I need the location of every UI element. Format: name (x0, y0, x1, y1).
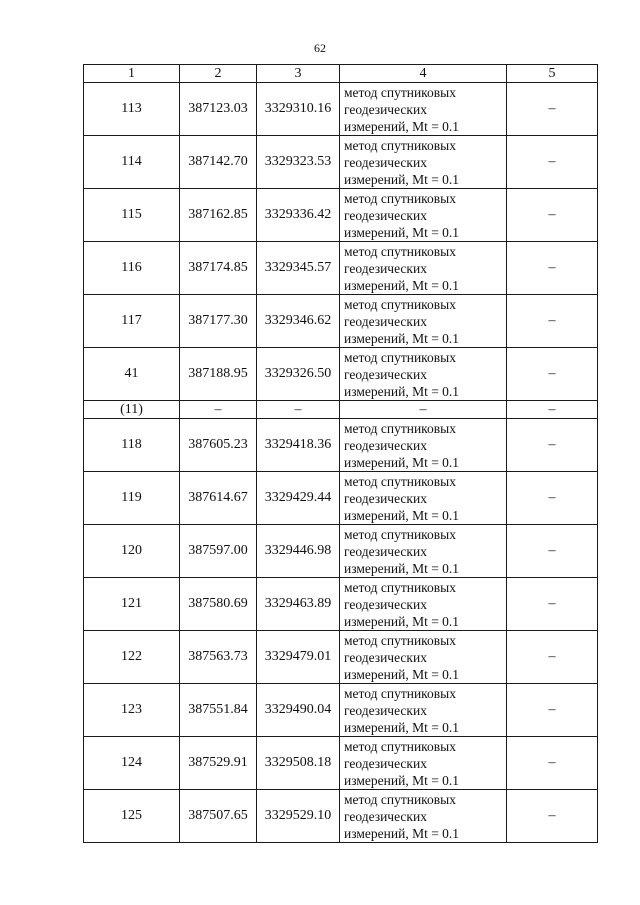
column-5-cell: – (507, 525, 598, 578)
table-row (84, 83, 598, 136)
method-line: геодезических (344, 808, 427, 824)
method-line: геодезических (344, 755, 427, 771)
method-cell (340, 189, 507, 242)
y-coordinate-cell: 3329336.42 (257, 189, 340, 242)
x-coordinate-cell: 387177.30 (180, 295, 257, 348)
y-coordinate-cell: 3329508.18 (257, 737, 340, 790)
y-coordinate-cell: 3329479.01 (257, 631, 340, 684)
method-line: измерений, Mt = 0.1 (344, 507, 460, 523)
x-coordinate-cell: 387563.73 (180, 631, 257, 684)
method-line: измерений, Mt = 0.1 (344, 383, 460, 399)
y-coordinate-cell: 3329418.36 (257, 419, 340, 472)
column-header: 2 (180, 65, 257, 83)
column-5-cell: – (507, 684, 598, 737)
method-line: измерений, Mt = 0.1 (344, 560, 460, 576)
table-row (84, 242, 598, 295)
y-coordinate-cell: 3329429.44 (257, 472, 340, 525)
column-5-cell: – (507, 189, 598, 242)
y-coordinate-cell: 3329345.57 (257, 242, 340, 295)
method-line: геодезических (344, 649, 427, 665)
method-cell (340, 472, 507, 525)
table-row (84, 525, 598, 578)
method-line: геодезических (344, 543, 427, 559)
method-line: геодезических (344, 437, 427, 453)
point-number-cell: 116 (84, 242, 180, 295)
point-number-cell: 121 (84, 578, 180, 631)
y-coordinate-cell: 3329323.53 (257, 136, 340, 189)
method-line: геодезических (344, 101, 427, 117)
y-coordinate-cell: 3329490.04 (257, 684, 340, 737)
column-header: 5 (507, 65, 598, 83)
point-number-cell: 117 (84, 295, 180, 348)
column-5-cell: – (507, 472, 598, 525)
column-5-cell: – (507, 631, 598, 684)
x-coordinate-cell: 387614.67 (180, 472, 257, 525)
method-line: геодезических (344, 313, 427, 329)
table-row (84, 790, 598, 843)
point-number-cell: 114 (84, 136, 180, 189)
x-coordinate-cell: 387162.85 (180, 189, 257, 242)
point-number-cell: 115 (84, 189, 180, 242)
method-cell (340, 419, 507, 472)
x-coordinate-cell: 387174.85 (180, 242, 257, 295)
column-header: 4 (340, 65, 507, 83)
column-5-cell: – (507, 242, 598, 295)
point-number-cell: 113 (84, 83, 180, 136)
method-cell (340, 525, 507, 578)
column-5-cell: – (507, 419, 598, 472)
method-line: – (419, 402, 427, 417)
column-header: 3 (257, 65, 340, 83)
page-number: 62 (314, 41, 326, 55)
method-line: метод спутниковых (344, 296, 456, 312)
method-line: метод спутниковых (344, 632, 456, 648)
method-line: измерений, Mt = 0.1 (344, 772, 460, 788)
column-5-cell: – (507, 136, 598, 189)
method-cell (340, 790, 507, 843)
table-row (84, 472, 598, 525)
x-coordinate-cell: 387123.03 (180, 83, 257, 136)
table-header-row (84, 65, 598, 83)
method-line: метод спутниковых (344, 791, 456, 807)
column-5-cell: – (507, 401, 598, 419)
method-cell (340, 401, 507, 419)
method-line: измерений, Mt = 0.1 (344, 666, 460, 682)
y-coordinate-cell: 3329346.62 (257, 295, 340, 348)
method-line: метод спутниковых (344, 190, 456, 206)
method-line: измерений, Mt = 0.1 (344, 613, 460, 629)
x-coordinate-cell: 387605.23 (180, 419, 257, 472)
y-coordinate-cell: – (257, 401, 340, 419)
table-body (84, 65, 598, 843)
method-line: метод спутниковых (344, 579, 456, 595)
y-coordinate-cell: 3329529.10 (257, 790, 340, 843)
method-line: метод спутниковых (344, 473, 456, 489)
method-line: измерений, Mt = 0.1 (344, 719, 460, 735)
method-line: измерений, Mt = 0.1 (344, 224, 460, 240)
x-coordinate-cell: 387597.00 (180, 525, 257, 578)
method-line: измерений, Mt = 0.1 (344, 118, 460, 134)
method-line: геодезических (344, 596, 427, 612)
table-row (84, 295, 598, 348)
x-coordinate-cell: – (180, 401, 257, 419)
table-row (84, 737, 598, 790)
method-line: метод спутниковых (344, 685, 456, 701)
method-cell (340, 136, 507, 189)
table-row (84, 578, 598, 631)
column-5-cell: – (507, 578, 598, 631)
x-coordinate-cell: 387551.84 (180, 684, 257, 737)
point-number-cell: 124 (84, 737, 180, 790)
column-header: 1 (84, 65, 180, 83)
x-coordinate-cell: 387507.65 (180, 790, 257, 843)
method-line: измерений, Mt = 0.1 (344, 825, 460, 841)
method-cell (340, 631, 507, 684)
separator-row (84, 401, 598, 419)
point-number-cell: 122 (84, 631, 180, 684)
table-row (84, 348, 598, 401)
point-number-cell: 125 (84, 790, 180, 843)
point-number-cell: 41 (84, 348, 180, 401)
point-number-cell: 123 (84, 684, 180, 737)
point-number-cell: (11) (84, 401, 180, 419)
method-line: геодезических (344, 207, 427, 223)
method-cell (340, 295, 507, 348)
y-coordinate-cell: 3329326.50 (257, 348, 340, 401)
method-line: метод спутниковых (344, 349, 456, 365)
x-coordinate-cell: 387580.69 (180, 578, 257, 631)
column-5-cell: – (507, 737, 598, 790)
method-line: геодезических (344, 702, 427, 718)
method-line: измерений, Mt = 0.1 (344, 277, 460, 293)
column-5-cell: – (507, 790, 598, 843)
method-line: метод спутниковых (344, 137, 456, 153)
point-number-cell: 119 (84, 472, 180, 525)
table-row (84, 189, 598, 242)
method-cell (340, 737, 507, 790)
y-coordinate-cell: 3329310.16 (257, 83, 340, 136)
method-cell (340, 578, 507, 631)
point-number-cell: 118 (84, 419, 180, 472)
method-line: геодезических (344, 260, 427, 276)
y-coordinate-cell: 3329446.98 (257, 525, 340, 578)
method-line: измерений, Mt = 0.1 (344, 454, 460, 470)
method-line: геодезических (344, 154, 427, 170)
table-row (84, 684, 598, 737)
table-row (84, 419, 598, 472)
table-row (84, 631, 598, 684)
method-cell (340, 684, 507, 737)
method-line: метод спутниковых (344, 738, 456, 754)
method-line: метод спутниковых (344, 84, 456, 100)
method-cell (340, 83, 507, 136)
table-row (84, 136, 598, 189)
method-line: геодезических (344, 490, 427, 506)
x-coordinate-cell: 387188.95 (180, 348, 257, 401)
method-line: геодезических (344, 366, 427, 382)
point-number-cell: 120 (84, 525, 180, 578)
method-line: измерений, Mt = 0.1 (344, 171, 460, 187)
column-5-cell: – (507, 348, 598, 401)
x-coordinate-cell: 387142.70 (180, 136, 257, 189)
column-5-cell: – (507, 295, 598, 348)
method-line: метод спутниковых (344, 243, 456, 259)
method-line: метод спутниковых (344, 526, 456, 542)
coordinates-table (83, 64, 598, 843)
method-line: метод спутниковых (344, 420, 456, 436)
method-cell (340, 242, 507, 295)
column-5-cell: – (507, 83, 598, 136)
x-coordinate-cell: 387529.91 (180, 737, 257, 790)
method-cell (340, 348, 507, 401)
method-line: измерений, Mt = 0.1 (344, 330, 460, 346)
y-coordinate-cell: 3329463.89 (257, 578, 340, 631)
